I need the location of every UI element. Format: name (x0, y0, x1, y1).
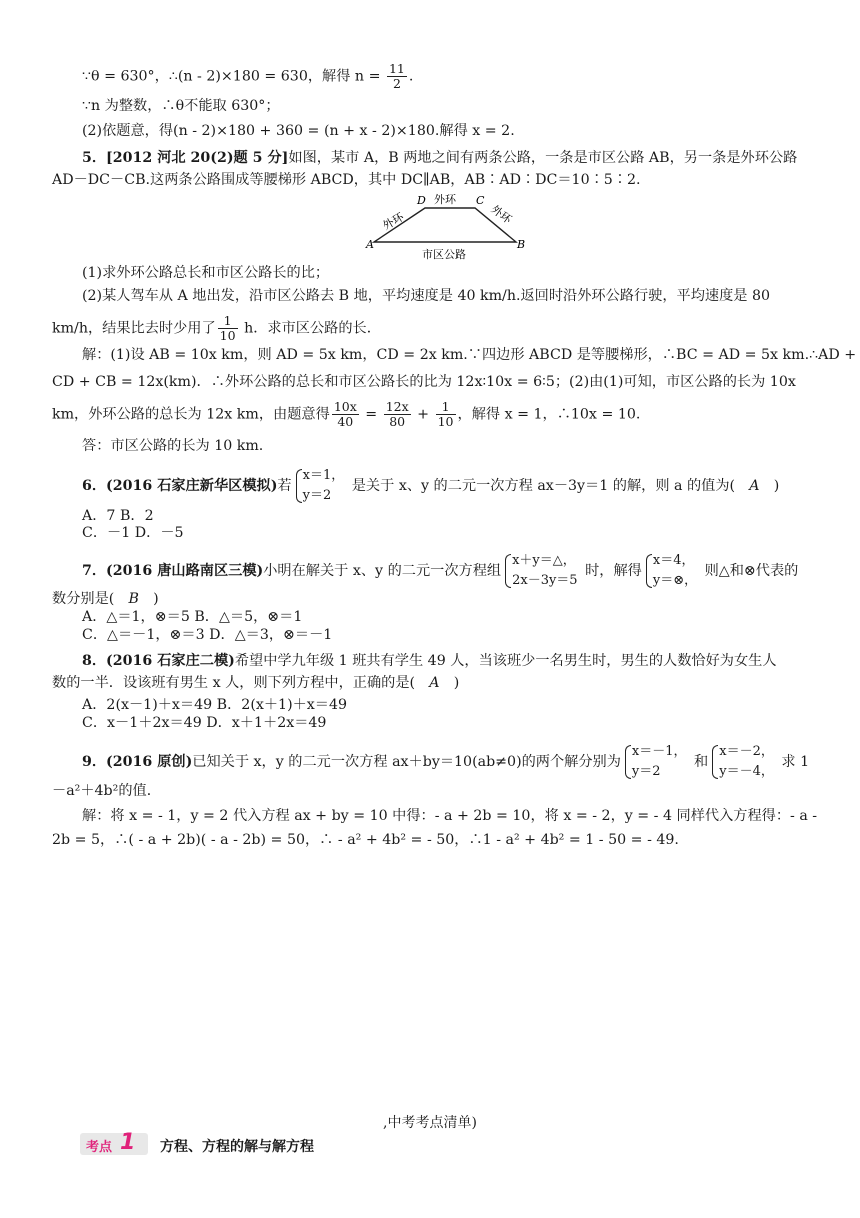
question-source: 5．[2012 河北 20(2)题 5 分] (82, 150, 289, 166)
text: km，外环公路的总长为 12x km，由题意得 (52, 406, 330, 423)
trapezoid-figure (364, 190, 524, 262)
key-point-title: 方程、方程的解与解方程 (160, 1139, 314, 1155)
equation-row: x＝4， (652, 553, 695, 568)
text: 已知关于 x，y 的二元一次方程 ax＋by＝10(ab≠0)的两个解分别为 (192, 754, 621, 770)
equation-row: y＝2 (631, 764, 661, 779)
answer-letter: B (128, 591, 139, 607)
equation-system (295, 466, 345, 506)
text: 小明在解关于 x、y 的二元一次方程组 (263, 563, 502, 579)
denominator: 2 (392, 76, 401, 91)
outer-road-top-label: 外环 (434, 193, 456, 206)
numerator: 10x (333, 399, 357, 414)
solution-line-3: (2)依题意，得(n - 2)×180 + 360 = (n + x - 2)×180.解得 x = 2. (82, 123, 515, 139)
numerator: 12x (385, 399, 409, 414)
text: 时，解得 (580, 563, 642, 579)
question-7-options-1: A．△＝1，⊗＝5 B．△＝5，⊗＝1 (82, 609, 303, 625)
equation-row: 2x－3y＝5 (512, 573, 578, 588)
text: 则△和⊗代表的 (700, 563, 799, 579)
question-text: 如图，某市 A，B 两地之间有两条公路，一条是市区公路 AB，另一条是外环公路 (288, 150, 798, 166)
text: h．求市区公路的长． (239, 320, 381, 337)
question-5-part-2: (2)某人驾车从 A 地出发，沿市区公路去 B 地，平均速度是 40 km/h.返回时沿外环公路行驶，平均速度是 80 (82, 288, 771, 304)
vertex-c-label: C (476, 194, 485, 207)
equation-row: y＝⊗， (652, 573, 698, 588)
equation-row: y＝2 (302, 488, 332, 503)
question-9-line-2: －a²＋4b²的值． (52, 783, 161, 799)
question-source: 7．(2016 唐山路南区三模) (82, 563, 264, 579)
question-source: 9．(2016 原创) (82, 754, 193, 770)
solution-9-line-1: 解：将 x = - 1，y = 2 代入方程 ax + by = 10 中得：- a + 2b = 10，将 x = - 2，y = - 4 同样代入方程得：- a - (82, 808, 818, 824)
equation-row: x＝1， (302, 468, 345, 483)
question-6-options-1: A．7 B．2 (82, 508, 154, 524)
text: 数的一半．设该班有男生 x 人，则下列方程中，正确的是( (52, 675, 430, 691)
solution-system-2 (711, 742, 774, 782)
key-point-label: 考点 (86, 1140, 113, 1155)
question-source: 8．(2016 石家庄二模) (82, 653, 235, 669)
text: ，解得 x = 1，∴10x = 10. (457, 406, 641, 423)
text: km/h，结果比去时少用了 (52, 320, 216, 337)
question-source: 6．(2016 石家庄新华区模拟) (82, 478, 278, 494)
text: 数分别是( (52, 591, 129, 607)
question-7-options-2: C．△＝－1，⊗＝3 D．△＝3，⊗＝－1 (82, 627, 333, 643)
equation-row: x＝－2， (719, 744, 774, 759)
question-8-options-2: C．x－1＋2x＝49 D．x＋1＋2x＝49 (82, 715, 327, 731)
vertex-a-label: A (366, 238, 374, 251)
equation-row: y＝－4， (719, 764, 774, 779)
solution-line-2: ∵n 为整数，∴θ不能取 630°； (82, 98, 280, 114)
question-5-part-1: (1)求外环公路总长和市区公路长的比； (82, 265, 330, 281)
solution-9-line-2: 2b = 5，∴( - a + 2b)( - a - 2b) = 50，∴ - a² + 4b² = - 50，∴1 - a² + 4b² = 1 - 50 = - 49. (52, 832, 679, 848)
solution-system-1 (624, 742, 687, 782)
denominator: 10 (437, 414, 454, 429)
fraction (332, 400, 359, 429)
question-9-line-1 (82, 742, 812, 782)
outer-road-right-label: 外环 (488, 202, 514, 227)
text: 求 1 (776, 754, 810, 770)
question-8-options-1: A．2(x－1)＋x＝49 B．2(x＋1)＋x＝49 (82, 697, 348, 713)
text: + (412, 406, 434, 423)
denominator: 40 (337, 414, 354, 429)
vertex-b-label: B (517, 238, 526, 251)
answer-letter: A (749, 478, 760, 494)
fraction (387, 62, 407, 91)
denominator: 10 (219, 328, 236, 343)
numerator: 1 (436, 400, 456, 415)
equation-system (504, 551, 578, 591)
numerator: 11 (388, 61, 405, 76)
solution-line-1 (82, 62, 812, 91)
question-7-line-1 (82, 551, 812, 591)
fraction (384, 400, 411, 429)
text: 希望中学九年级 1 班共有学生 49 人，当该班少一名男生时，男生的人数恰好为女生人 (234, 653, 777, 669)
fraction (436, 400, 456, 429)
question-5-part-2-cont (52, 314, 812, 343)
solution-5-line-1: 解：(1)设 AB = 10x km，则 AD = 5x km，CD = 2x km.∵四边形 ABCD 是等腰梯形，∴BC = AD = 5x km.∴AD + (82, 347, 857, 363)
text: 若 (277, 478, 292, 494)
equation-row: x＋y＝△， (512, 553, 576, 568)
key-point-badge (80, 1130, 148, 1155)
vertex-d-label: D (417, 194, 426, 207)
question-5-line-2: AD－DC－CB.这两条公路围成等腰梯形 ABCD，其中 DC∥AB，AB∶AD∶DC＝10∶5∶2. (52, 172, 641, 188)
text: ) (759, 478, 780, 494)
text: 是关于 x、y 的二元一次方程 ax－3y＝1 的解，则 a 的值为( (347, 478, 750, 494)
city-road-label: 市区公路 (422, 248, 466, 261)
question-6-line-1 (82, 466, 812, 506)
text: ) (138, 591, 159, 607)
text: = (360, 406, 382, 423)
solution-system (645, 551, 697, 591)
question-5-line-1 (82, 148, 812, 168)
solution-5-line-3 (52, 400, 812, 429)
question-6-options-2: C．－1 D．－5 (82, 525, 184, 541)
text: 和 (689, 754, 709, 770)
section-note: ,中考考点清单) (383, 1115, 477, 1131)
text: ) (439, 675, 460, 691)
text: ∵θ = 630°，∴(n - 2)×180 = 630，解得 n = (82, 68, 385, 85)
question-8-line-2 (52, 673, 812, 693)
solution-5-line-2: CD + CB = 12x(km)．∴外环公路的总长和市区公路长的比为 12x∶10x = 6∶5；(2)由(1)可知，市区公路的长为 10x (52, 374, 796, 390)
question-8-line-1 (82, 651, 812, 671)
question-7-line-2 (52, 589, 812, 609)
fraction (218, 314, 238, 343)
denominator: 80 (389, 414, 406, 429)
outer-road-left-label: 外环 (380, 210, 407, 233)
text: . (408, 68, 414, 85)
answer-letter: A (429, 675, 440, 691)
equation-row: x＝－1， (631, 744, 687, 759)
key-point-number: 1 (120, 1130, 136, 1155)
answer-5: 答：市区公路的长为 10 km. (82, 438, 264, 454)
numerator: 1 (218, 314, 238, 329)
